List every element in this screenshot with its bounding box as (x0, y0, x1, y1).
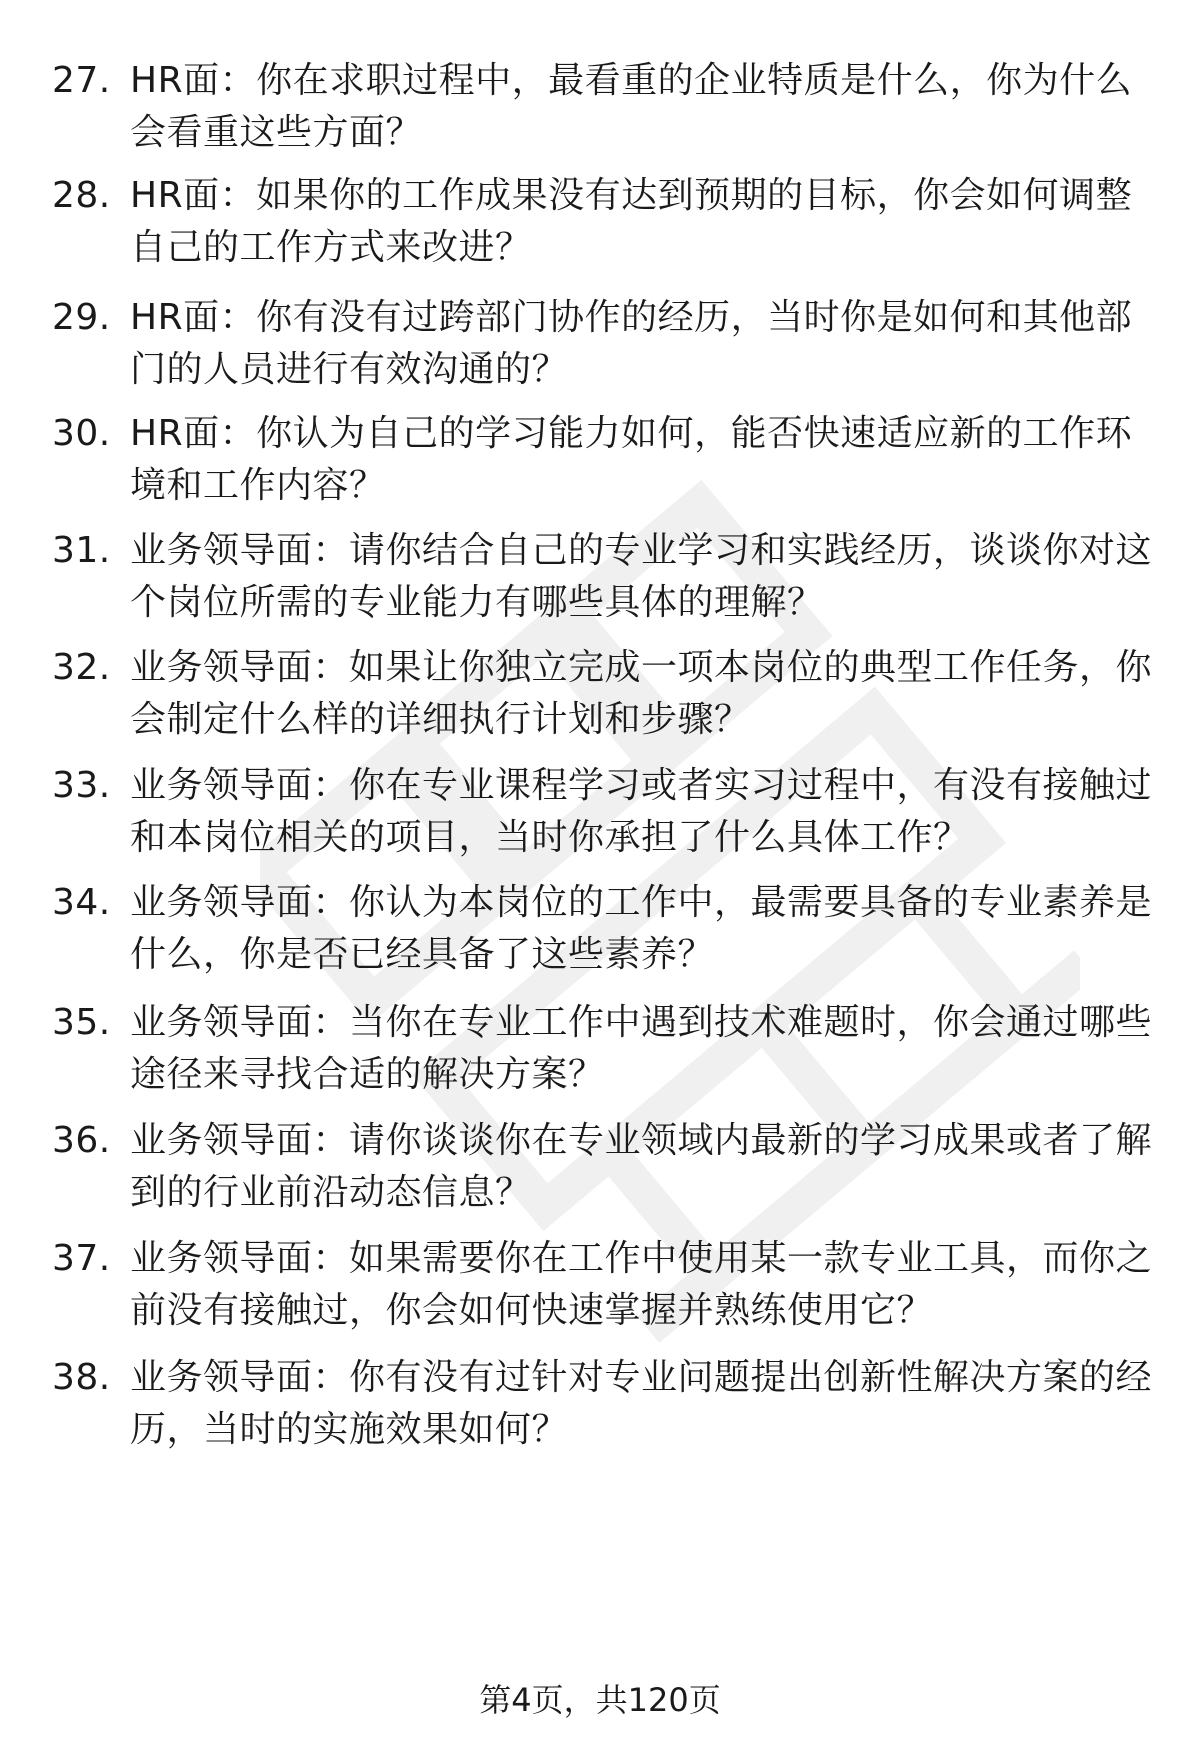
question-item-35 (0, 997, 1200, 1117)
question-item-38 (0, 1352, 1200, 1472)
question-item-34 (0, 877, 1200, 997)
question-number: 30. (52, 413, 111, 454)
question-item-32 (0, 642, 1200, 762)
question-item-33 (0, 760, 1200, 880)
question-text: 业务领导面：你认为本岗位的工作中，最需要具备的专业素养是什么，你是否已经具备了这些素养？ (130, 882, 1153, 975)
question-number: 37. (52, 1238, 111, 1279)
question-item-30 (0, 408, 1200, 528)
question-item-27 (0, 55, 1200, 175)
question-number: 32. (52, 647, 111, 688)
question-text: 业务领导面：如果需要你在工作中使用某一款专业工具，而你之前没有接触过，你会如何快速掌握并熟练使用它？ (130, 1238, 1153, 1331)
question-text: 业务领导面：当你在专业工作中遇到技术难题时，你会通过哪些途径来寻找合适的解决方案？ (130, 1002, 1153, 1095)
question-text: 业务领导面：如果让你独立完成一项本岗位的典型工作任务，你会制定什么样的详细执行计划和步骤？ (130, 647, 1153, 740)
page-footer: 第4页，共120页 (479, 1681, 721, 1719)
question-item-28 (0, 170, 1200, 290)
question-number: 33. (52, 765, 111, 806)
question-item-29 (0, 292, 1200, 412)
question-text: 业务领导面：请你谈谈你在专业领域内最新的学习成果或者了解到的行业前沿动态信息？ (130, 1120, 1153, 1213)
question-text: 业务领导面：你有没有过针对专业问题提出创新性解决方案的经历，当时的实施效果如何？ (130, 1357, 1153, 1450)
question-number: 31. (52, 530, 111, 571)
question-number: 38. (52, 1357, 111, 1398)
question-number: 34. (52, 882, 111, 923)
question-item-31 (0, 525, 1200, 645)
question-item-37 (0, 1233, 1200, 1353)
question-text: HR面：你有没有过跨部门协作的经历，当时你是如何和其他部门的人员进行有效沟通的？ (130, 297, 1133, 390)
question-number: 28. (52, 175, 111, 216)
question-number: 35. (52, 1002, 111, 1043)
question-text: 业务领导面：你在专业课程学习或者实习过程中，有没有接触过和本岗位相关的项目，当时你承担了什么具体工作？ (130, 765, 1153, 858)
question-text: HR面：你认为自己的学习能力如何，能否快速适应新的工作环境和工作内容？ (130, 413, 1133, 506)
question-item-36 (0, 1115, 1200, 1235)
question-number: 36. (52, 1120, 111, 1161)
question-text: 业务领导面：请你结合自己的专业学习和实践经历，谈谈你对这个岗位所需的专业能力有哪些具体的理解？ (130, 530, 1153, 623)
question-number: 29. (52, 297, 111, 338)
question-text: HR面：如果你的工作成果没有达到预期的目标，你会如何调整自己的工作方式来改进？ (130, 175, 1133, 268)
question-number: 27. (52, 60, 111, 101)
question-text: HR面：你在求职过程中，最看重的企业特质是什么，你为什么会看重这些方面？ (130, 60, 1133, 153)
